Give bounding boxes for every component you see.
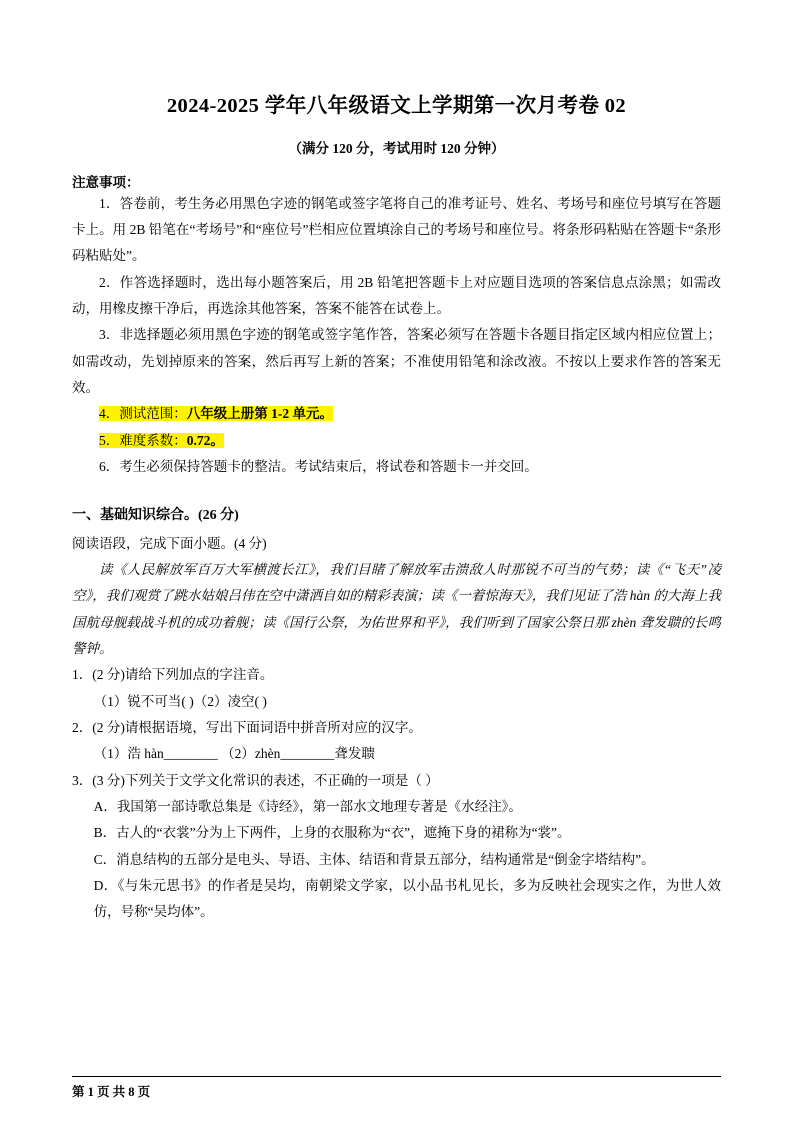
notice-item-3: 3．非选择题必须用黑色字迹的钢笔或签字笔作答，答案必须写在答题卡各题目指定区域内相应位置上；如需改动，先划掉原来的答案，然后再写上新的答案；不准使用铅笔和涂改液。不按以上要求作答的答案无效。 (72, 327, 721, 395)
question-3-option-a: A．我国第一部诗歌总集是《诗经》，第一部水文地理专著是《水经注》。 (93, 798, 522, 814)
reading-passage: 读《人民解放军百万大军横渡长江》，我们目睹了解放军击溃敌人时那锐不可当的气势；读《“飞天”凌空》，我们观赏了跳水姑娘吕伟在空中潇洒自如的精彩表演；读《一着惊海天》，我们见证了浩 hàn 的大海上我国航母舰载战斗机的成功着舰；读《国行公祭，为佑世界和平》，我们听到了国家公祭日那 zhèn 聋发聩的长鸣警钟。 (72, 562, 721, 657)
notice-item-4-value: 八年级上册第 1-2 单元。 (186, 406, 333, 422)
question-1-stem: 1．(2 分)请给下列加点的字注音。 (72, 667, 274, 683)
exam-subtitle: （满分 120 分，考试用时 120 分钟） (288, 140, 505, 156)
notice-item-2: 2．作答选择题时，选出每小题答案后，用 2B 铅笔把答题卡上对应题目选项的答案信息点涂黑；如需改动，用橡皮擦干净后，再选涂其他答案，答案不能答在试卷上。 (72, 274, 721, 316)
section-1-lead: 阅读语段，完成下面小题。(4 分) (72, 536, 267, 552)
question-3-option-b: B．古人的“衣裳”分为上下两件，上身的衣服称为“衣”，遮掩下身的裙称为“裳”。 (93, 825, 571, 841)
notice-item-5-value: 0.72。 (186, 432, 224, 448)
notice-item-4 (72, 401, 721, 427)
question-2-sub-1: （1）浩 hàn________ （2）zhèn________聋发聩 (93, 746, 375, 762)
spacer (72, 480, 721, 502)
notice-item-5-label: 5．难度系数： (99, 432, 187, 448)
notice-item-4-label: 4．测试范围： (99, 406, 187, 422)
question-3-option-c: C．消息结构的五部分是电头、导语、主体、结语和背景五部分，结构通常是“倒金字塔结构”。 (93, 851, 655, 867)
question-2-stem: 2．(2 分)请根据语境，写出下面词语中拼音所对应的汉字。 (72, 720, 422, 735)
notice-item-5 (72, 428, 721, 454)
question-3-option-d: D．《与朱元思书》的作者是吴均，南朝梁文学家，以小品书札见长，多为反映社会现实之作，为世人效仿，号称“吴均体”。 (93, 877, 721, 920)
notice-heading: 注意事项： (72, 174, 140, 190)
notice-item-1: 1．答卷前，考生务必用黑色字迹的钢笔或签字笔将自己的准考证号、姓名、考场号和座位号填写在答题卡上。用 2B 铅笔在“考场号”和“座位号”栏相应位置填涂自己的考场号和座位号。将条形码粘贴在答题卡“条形码粘贴处”。 (72, 195, 721, 264)
section-title-1: 一、基础知识综合。(26 分) (72, 508, 239, 524)
question-1-sub-1: （1）锐不可当( )（2）凌空( ) (93, 693, 267, 709)
notice-item-6: 6．考生必须保持答题卡的整洁。考试结束后，将试卷和答题卡一并交回。 (99, 458, 538, 474)
page-title: 2024-2025 学年八年级语文上学期第一次月考卷 02 (166, 95, 627, 117)
question-3-stem: 3．(3 分)下列关于文学文化常识的表述，不正确的一项是（ ） (72, 772, 439, 788)
page-footer: 第 1 页 共 8 页 (72, 1076, 721, 1100)
